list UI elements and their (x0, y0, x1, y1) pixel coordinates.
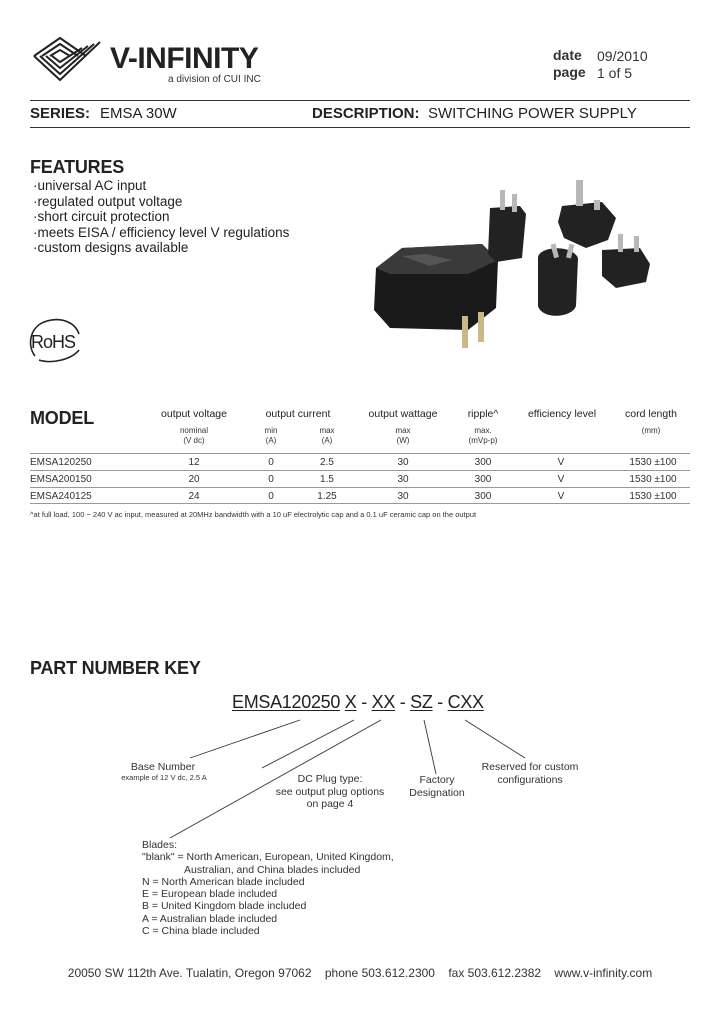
cell-max: 1.5 (320, 474, 334, 485)
col-ripple: ripple^ (467, 408, 499, 420)
pn-seg-xx: XX (371, 692, 396, 712)
pn-sep: - (399, 692, 406, 712)
series-value: EMSA 30W (100, 105, 177, 122)
series-rule (30, 127, 690, 128)
part-number-heading: PART NUMBER KEY (30, 658, 201, 678)
model-heading: MODEL (30, 408, 94, 428)
brand-subtitle: a division of CUI INC (168, 74, 261, 85)
table-footnote: ^at full load, 100 ~ 240 V ac input, measured at 20MHz bandwidth with a 10 uF electrolytic cap and a 0.1 uF ceramic cap on the output (30, 510, 477, 519)
pn-sep: - (361, 692, 367, 712)
cell-voltage: 12 (188, 457, 200, 468)
cell-ripple: 300 (474, 457, 492, 468)
blades-legend (142, 839, 394, 937)
cell-efficiency: V (557, 457, 565, 468)
cell-watt: 30 (397, 491, 409, 502)
blades-line: Australian, and China blades included (184, 863, 361, 876)
cell-model: EMSA240125 (30, 491, 92, 502)
description-label: DESCRIPTION: (312, 105, 420, 122)
feature-item: ·meets EISA / efficiency level V regulations (33, 224, 290, 240)
base-number-example: example of 12 V dc, 2.5 A (121, 773, 207, 782)
col-output-wattage: output wattage (368, 408, 438, 420)
features-heading: FEATURES (30, 157, 125, 177)
cell-cord: 1530 ±100 (629, 457, 677, 468)
cell-efficiency: V (557, 491, 565, 502)
cell-min: 0 (268, 457, 274, 468)
subcol-ripple-max: max. (mVp-p) (468, 426, 498, 445)
table-row (30, 470, 690, 487)
col-efficiency: efficiency level (527, 408, 597, 420)
cell-max: 1.25 (317, 491, 337, 502)
rohs-icon (27, 316, 83, 364)
pn-seg-sz: SZ (410, 692, 433, 712)
table-row (30, 453, 690, 470)
cell-voltage: 20 (188, 474, 200, 485)
subcol-max: max (A) (319, 426, 335, 445)
footer-address: 20050 SW 112th Ave. Tualatin, Oregon 97062 (67, 966, 312, 980)
features-list (33, 178, 289, 256)
footer-web[interactable]: www.v-infinity.com (554, 966, 653, 980)
cell-ripple: 300 (474, 474, 492, 485)
feature-item: ·short circuit protection (33, 209, 170, 224)
header-rule (30, 100, 690, 101)
page-label: page (553, 64, 586, 80)
col-cord-length: cord length (625, 408, 677, 420)
pn-seg-cxx: CXX (447, 692, 484, 712)
cell-model: EMSA120250 (30, 457, 92, 468)
table-row (30, 487, 690, 504)
rohs-text: RoHS (31, 332, 76, 352)
date-value: 09/2010 (597, 48, 648, 64)
cell-min: 0 (268, 474, 274, 485)
date-label: date (553, 47, 582, 63)
subcol-cord-unit: (mm) (641, 426, 661, 435)
reserved-custom-label: Reserved for custom configurations (481, 761, 579, 786)
cell-max: 2.5 (320, 457, 334, 468)
feature-item: ·custom designs available (33, 240, 189, 255)
feature-item: ·universal AC input (33, 178, 147, 193)
subcol-nominal: nominal (V dc) (179, 426, 208, 445)
blades-line: Blades: (142, 839, 178, 851)
cell-voltage: 24 (188, 491, 200, 502)
base-number-label: Base Number (130, 761, 196, 773)
pn-seg-x: X (344, 692, 357, 712)
feature-item: ·regulated output voltage (33, 193, 183, 209)
dc-plug-label: DC Plug type: see output plug options on page 4 (275, 773, 385, 810)
cell-cord: 1530 ±100 (629, 474, 677, 485)
subcol-min: min (A) (264, 426, 278, 445)
blades-line: E = European blade included (142, 888, 278, 901)
factory-designation-label: Factory Designation (409, 774, 465, 799)
cell-model: EMSA200150 (30, 474, 92, 485)
blades-line: "blank" = North American, European, United Kingdom, (142, 851, 394, 864)
cell-min: 0 (268, 491, 274, 502)
col-output-voltage: output voltage (161, 408, 227, 420)
cell-ripple: 300 (474, 491, 492, 502)
blades-line: C = China blade included (142, 925, 260, 938)
blades-line: A = Australian blade included (142, 912, 278, 925)
pn-base: EMSA120250 (232, 692, 341, 712)
description-value: SWITCHING POWER SUPPLY (428, 105, 637, 122)
pn-sep: - (437, 692, 443, 712)
blades-line: N = North American blade included (142, 875, 305, 888)
col-output-current: output current (265, 408, 331, 420)
page-footer (0, 966, 720, 980)
footer-fax: fax 503.612.2382 (448, 966, 542, 980)
footer-phone: phone 503.612.2300 (324, 966, 435, 980)
blades-line: B = United Kingdom blade included (142, 900, 307, 913)
power-supply-product-image (372, 178, 662, 354)
page-value: 1 of 5 (597, 65, 633, 81)
cell-efficiency: V (557, 474, 565, 485)
brand-name: V-INFINITY (110, 42, 259, 75)
cell-cord: 1530 ±100 (629, 491, 677, 502)
cell-watt: 30 (397, 474, 409, 485)
cell-watt: 30 (397, 457, 409, 468)
v-infinity-logo-icon (30, 34, 104, 86)
subcol-watt-max: max (W) (395, 426, 411, 445)
series-label: SERIES: (30, 105, 91, 122)
